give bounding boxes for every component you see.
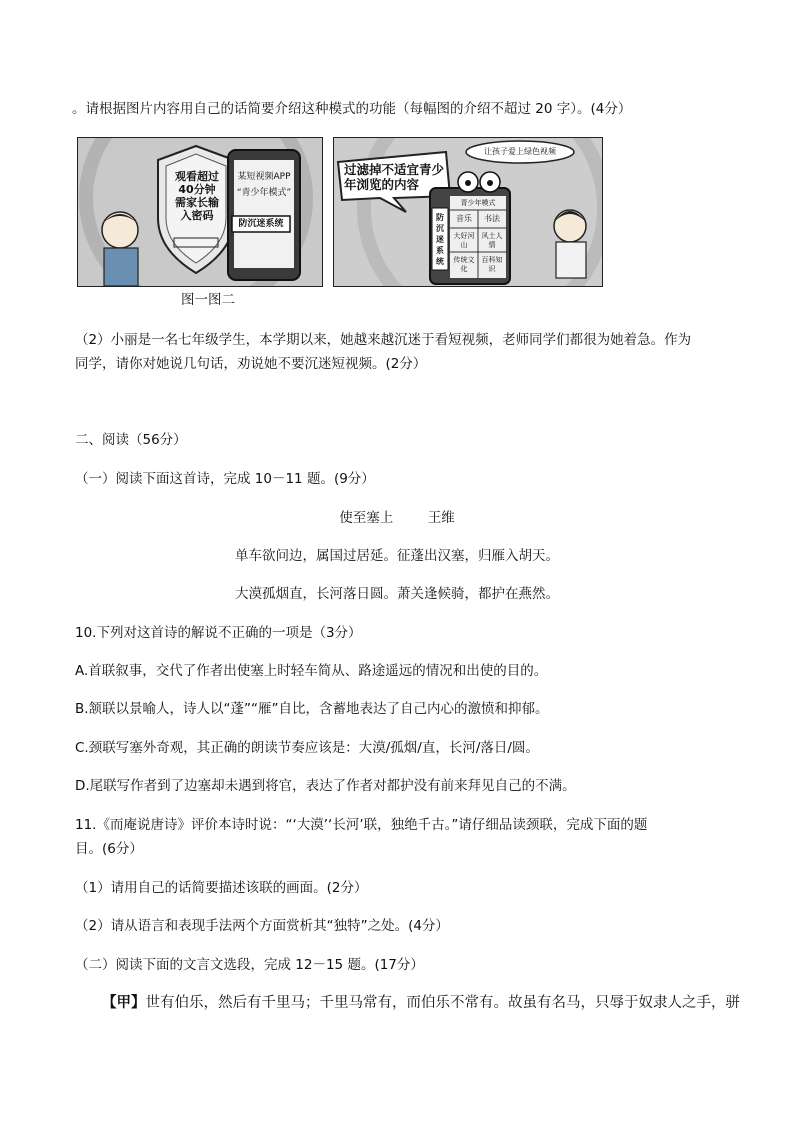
passage-line — [102, 993, 740, 1013]
question-10-option-c: C.颈联写塞外奇观，其正确的朗读节奏应该是：大漠/孤烟/直，长河/落日/圆。 — [75, 740, 539, 756]
intro-question: 。请根据图片内容用自己的话简要介绍这种模式的功能（每幅图的介绍不超过 20 字）。(4分） — [72, 101, 632, 117]
passage-tag: 【甲】 — [102, 995, 146, 1011]
question-10-option-a: A.首联叙事，交代了作者出使塞上时轻车简从、路途遥远的情况和出使的目的。 — [75, 663, 548, 679]
subsection-2-title: （二）阅读下面的文言文选段，完成 12－15 题。(17分） — [75, 957, 424, 973]
shield-text-4: 入密码 — [180, 209, 214, 222]
shield-text-3: 需家长输 — [175, 196, 219, 209]
question-2-line-2: 同学，请你对她说几句话，劝说她不要沉迷短视频。(2分） — [75, 356, 427, 372]
question-10-option-b: B.颔联以景喻人，诗人以“蓬”“雁”自比，含蓄地表达了自己内心的激愤和抑郁。 — [75, 701, 549, 717]
grid-cell-calligraphy: 书法 — [484, 214, 500, 223]
screen-header: 青少年模式 — [460, 199, 496, 207]
question-11-stem-2: 目。(6分） — [75, 841, 143, 857]
phone-mode-label: “青少年模式” — [236, 188, 292, 198]
grid-cell-knowledge: 百科知识 — [481, 256, 503, 273]
question-10-option-d: D.尾联写作者到了边塞却未遇到将官，表达了作者对都护没有前来拜见自己的不满。 — [75, 778, 576, 794]
cloud-text: 让孩子爱上绿色视频 — [484, 147, 556, 156]
grid-cell-landscape: 大好河山 — [453, 232, 475, 249]
question-11-sub-1: （1）请用自己的话简要描述该联的画面。(2分） — [75, 880, 368, 896]
passage-text: 世有伯乐，然后有千里马；千里马常有，而伯乐不常有。故虽有名马，只辱于奴隶人之手，骈 — [145, 995, 740, 1011]
question-11-stem-1: 11.《而庵说唐诗》评价本诗时说：“‘大漠’‘长河’联，独绝千古。”请仔细品读颈联，完成下面的题 — [75, 817, 648, 833]
poem-line-1: 单车欲问边，属国过居延。征蓬出汉塞，归雁入胡天。 — [235, 548, 559, 564]
figure-caption: 图一图二 — [181, 292, 235, 308]
question-2-line-1: （2）小丽是一名七年级学生，本学期以来，她越来越沉迷于看短视频，老师同学们都很为她着急。作为 — [75, 332, 692, 348]
figure-1 — [77, 137, 323, 287]
side-tag: 防沉迷系统 — [436, 213, 444, 266]
subsection-1-title: （一）阅读下面这首诗，完成 10－11 题。(9分） — [75, 471, 375, 487]
question-10-stem: 10.下列对这首诗的解说不正确的一项是（3分） — [75, 625, 362, 641]
grid-cell-culture: 传统文化 — [453, 256, 475, 273]
speech-bubble-text: 过滤掉不适宜青少年浏览的内容 — [344, 162, 445, 192]
grid-cell-customs: 风土人情 — [481, 232, 503, 249]
poem-line-2: 大漠孤烟直，长河落日圆。萧关逢候骑，都护在燕然。 — [235, 586, 559, 602]
poem-title-row — [0, 508, 794, 528]
question-11-sub-2: （2）请从语言和表现手法两个方面赏析其“独特”之处。(4分） — [75, 918, 449, 934]
grid-cell-music: 音乐 — [456, 214, 472, 223]
anti-addiction-tag: 防沉迷系统 — [238, 219, 284, 229]
shield-text-2: 40分钟 — [178, 183, 216, 196]
section-2-title: 二、阅读（56分） — [75, 432, 187, 448]
phone-app-title: 某短视频APP — [237, 172, 291, 182]
shield-text-1: 观看超过 — [175, 170, 219, 183]
poem-author: 王维 — [427, 510, 455, 526]
poem-title: 使至塞上 — [339, 510, 394, 526]
figure-2 — [333, 137, 603, 287]
